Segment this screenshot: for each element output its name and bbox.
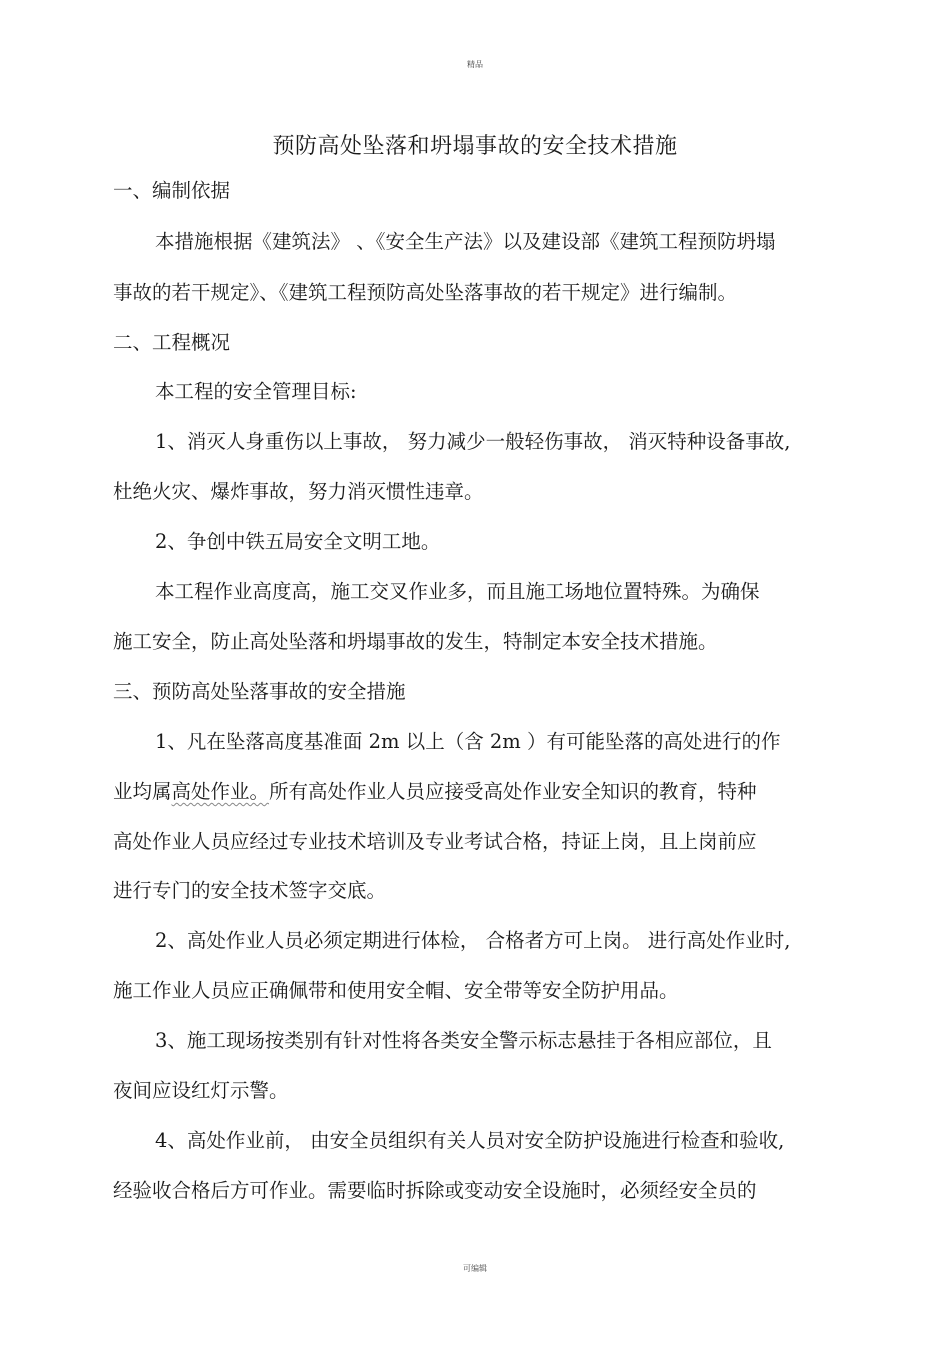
paragraph-line: 施工安全，防止高处坠落和坍塌事故的发生，特制定本安全技术措施。: [113, 630, 718, 653]
text-run: 所有高处作业人员应接受高处作业安全知识的教育，特种: [269, 780, 757, 803]
paragraph-line: 高处作业人员应经过专业技术培训及专业考试合格，持证上岗，且上岗前应: [113, 830, 757, 853]
paragraph-line: 本工程的安全管理目标:: [155, 380, 357, 403]
paragraph-line: [113, 777, 757, 807]
paragraph-line: 经验收合格后方可作业。需要临时拆除或变动安全设施时，必须经安全员的: [113, 1179, 757, 1202]
paragraph-line: 3、施工现场按类别有针对性将各类安全警示标志悬挂于各相应部位，且: [155, 1029, 772, 1052]
page-footer: 可编辑: [463, 1264, 487, 1273]
paragraph-line: 1、凡在坠落高度基准面 2m 以上（含 2m ）有可能坠落的高处进行的作: [155, 730, 781, 753]
paragraph-line: 夜间应设红灯示警。: [113, 1079, 289, 1102]
section-heading-2: 二、工程概况: [113, 331, 231, 354]
paragraph-line: 本工程作业高度高，施工交叉作业多，而且施工场地位置特殊。为确保: [155, 580, 760, 603]
paragraph-line: 1、消灭人身重伤以上事故， 努力减少一般轻伤事故， 消灭特种设备事故,: [155, 430, 791, 453]
paragraph-line: 本措施根据《建筑法》 、《安全生产法》以及建设部《建筑工程预防坍塌: [155, 230, 776, 253]
document-title: 预防高处坠落和坍塌事故的安全技术措施: [272, 134, 678, 159]
paragraph-line: 杜绝火灾、爆炸事故，努力消灭惯性违章。: [113, 480, 484, 503]
paragraph-line: 事故的若干规定》、《建筑工程预防高处坠落事故的若干规定》进行编制。: [113, 281, 738, 304]
text-run: 业均属: [113, 780, 172, 803]
page-header: 精品: [467, 60, 483, 69]
paragraph-line: 4、高处作业前， 由安全员组织有关人员对安全防护设施进行检查和验收,: [155, 1129, 785, 1152]
paragraph-line: 进行专门的安全技术签字交底。: [113, 879, 387, 902]
paragraph-line: 施工作业人员应正确佩带和使用安全帽、安全带等安全防护用品。: [113, 979, 679, 1002]
section-heading-1: 一、编制依据: [113, 179, 231, 202]
section-heading-3: 三、预防高处坠落事故的安全措施: [113, 680, 406, 703]
paragraph-line: 2、高处作业人员必须定期进行体检， 合格者方可上岗。 进行高处作业时,: [155, 929, 791, 952]
spellcheck-underlined-text: 高处作业。: [171, 780, 270, 803]
paragraph-line: 2、争创中铁五局安全文明工地。: [155, 530, 441, 553]
